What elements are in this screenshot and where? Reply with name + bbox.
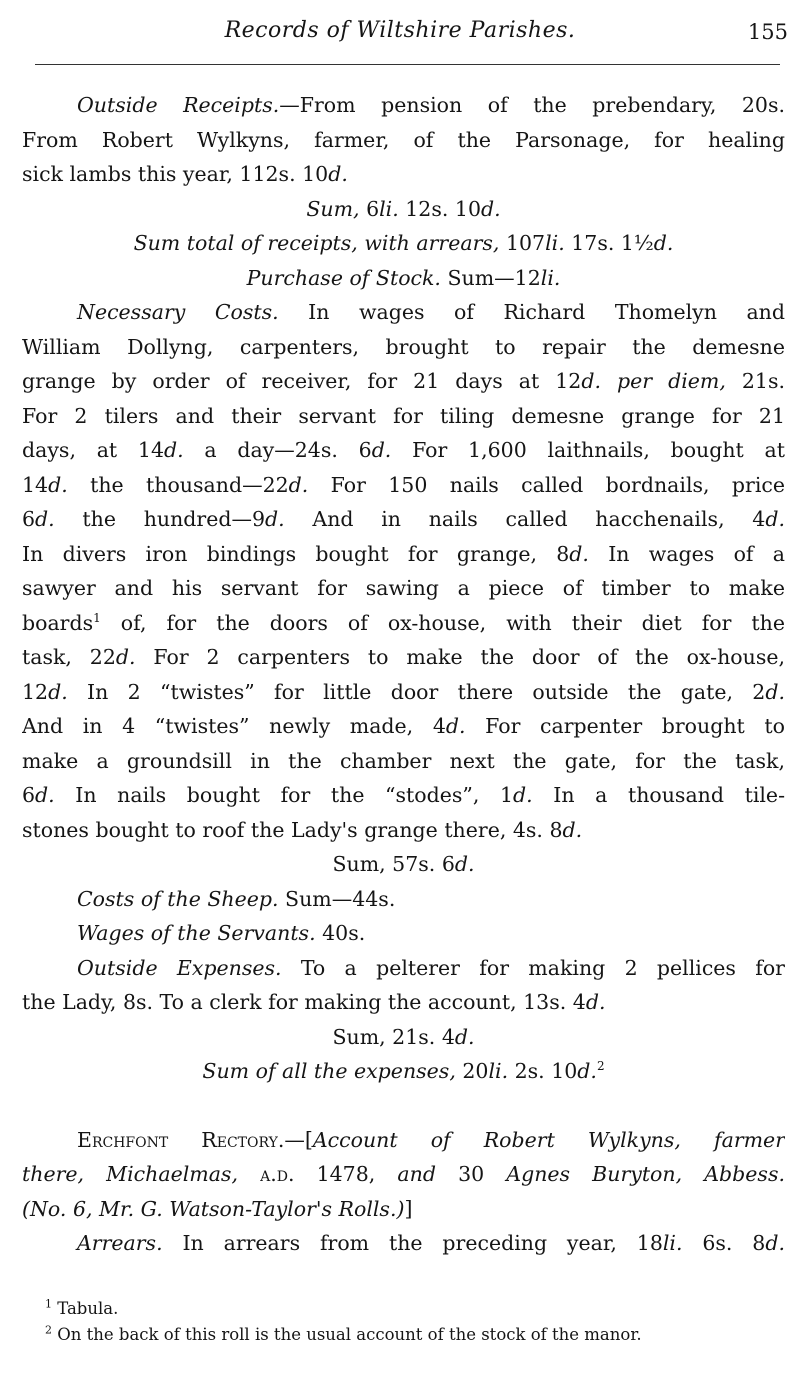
- text-segment: And in nails called hacchenails, 4: [284, 507, 766, 531]
- footnote-mark: 1: [45, 1297, 52, 1311]
- text-segment: Outside Receipts.: [77, 93, 280, 117]
- text-line: [22, 709, 785, 744]
- text-line: [22, 916, 785, 951]
- text-segment: li.: [540, 265, 561, 290]
- text-segment: li.: [379, 196, 399, 221]
- text-segment: 17s. 1½: [564, 231, 654, 255]
- text-segment: Sum, 57s. 6: [332, 852, 455, 876]
- text-segment: Sum—12: [440, 265, 541, 290]
- footnotes: [45, 1296, 642, 1348]
- text-line: [22, 744, 785, 779]
- text-segment: sawyer and his servant for sawing a piece of timber to make: [22, 576, 785, 600]
- text-line: [22, 1020, 785, 1055]
- text-line: [22, 502, 785, 537]
- footnote-mark: 2: [45, 1323, 52, 1337]
- text-line: [22, 1157, 785, 1192]
- text-line: [22, 1226, 785, 1261]
- text-segment: Agnes Buryton, Abbess.: [506, 1162, 785, 1186]
- text-segment: And in 4 “twistes” newly made, 4: [22, 714, 446, 738]
- text-segment: sick lambs this year, 112s. 10: [22, 162, 329, 186]
- footnote-text: On the back of this roll is the usual account of the stock of the manor.: [52, 1325, 642, 1344]
- text-segment: d.: [577, 1059, 597, 1083]
- text-segment: In nails bought for the “stodes”, 1: [54, 783, 514, 807]
- text-segment: Necessary Costs.: [77, 300, 279, 324]
- text-segment: 6s. 8: [682, 1231, 766, 1255]
- text-line: [22, 468, 785, 503]
- text-line: [22, 1054, 785, 1089]
- text-segment: d.: [115, 645, 136, 669]
- text-line: [22, 606, 785, 641]
- text-segment: 20: [455, 1059, 489, 1083]
- text-segment: li.: [662, 1231, 683, 1255]
- text-segment: li.: [488, 1059, 509, 1083]
- text-segment: d.: [569, 541, 589, 566]
- text-segment: d.: [328, 162, 348, 186]
- text-line: [22, 364, 785, 399]
- text-segment: —[: [284, 1127, 313, 1152]
- text-segment: Account of Robert Wylkyns, farmer: [312, 1127, 785, 1152]
- text-segment: boards: [22, 610, 94, 635]
- text-line: [22, 537, 785, 572]
- text-segment: In wages of a: [588, 541, 785, 566]
- text-segment: Erchfont Rectory.: [77, 1127, 285, 1152]
- text-segment: From Robert Wylkyns, farmer, of the Parsonage, for healing: [22, 127, 785, 152]
- text-line: [22, 226, 785, 261]
- text-segment: Purchase of Stock.: [246, 265, 441, 290]
- text-segment: For carpenter brought to: [465, 714, 785, 738]
- text-segment: 12: [22, 679, 49, 704]
- text-segment: d.: [765, 507, 785, 531]
- text-segment: For 150 nails called bordnails, price: [308, 472, 785, 497]
- text-segment: In a thousand tile-: [532, 783, 785, 807]
- text-segment: Sum total of receipts, with arrears,: [133, 231, 500, 255]
- text-line: [22, 261, 785, 296]
- text-segment: the Lady, 8s. To a clerk for making the account, 13s. 4: [22, 990, 586, 1014]
- text-segment: d. per diem,: [581, 369, 726, 393]
- header-rule: [35, 64, 780, 65]
- text-segment: (No. 6, Mr. G. Watson-Taylor's Rolls.): [22, 1196, 405, 1221]
- text-segment: Wages of the Servants.: [77, 921, 316, 945]
- text-segment: William Dollyng, carpenters, brought to repair the demesne: [22, 334, 785, 359]
- text-segment: 6: [22, 507, 36, 531]
- text-line: [22, 88, 785, 123]
- text-segment: Sum, 21s. 4: [332, 1024, 455, 1049]
- text-segment: of, for the doors of ox-house, with their diet for the: [100, 610, 785, 635]
- text-segment: In divers iron bindings bought for grange, 8: [22, 541, 570, 566]
- text-segment: 6: [22, 783, 36, 807]
- text-segment: For 2 tilers and their servant for tiling demesne grange for 21: [22, 403, 785, 428]
- text-segment: d.: [513, 783, 533, 807]
- text-segment: li.: [545, 231, 565, 255]
- text-segment: d.: [454, 1024, 475, 1049]
- text-segment: d.: [454, 852, 475, 876]
- text-segment: d.: [265, 507, 285, 531]
- text-segment: task, 22: [22, 645, 116, 669]
- text-line: [22, 675, 785, 710]
- text-segment: there, Michaelmas,: [22, 1162, 238, 1186]
- text-line: [22, 1123, 785, 1158]
- body-text: [22, 88, 785, 1261]
- text-line: [22, 847, 785, 882]
- text-segment: d.: [48, 472, 68, 497]
- text-segment: In arrears from the preceding year, 18: [162, 1231, 663, 1255]
- text-line: [22, 813, 785, 848]
- text-segment: d.: [288, 472, 309, 497]
- text-segment: d.: [35, 507, 55, 531]
- text-segment: days, at 14: [22, 438, 164, 462]
- text-segment: To a pelterer for making 2 pellices for: [281, 955, 785, 980]
- text-line: [22, 192, 785, 227]
- footnote-reference: 1: [93, 610, 101, 625]
- footnote-text: Tabula.: [52, 1299, 119, 1318]
- text-line: [22, 985, 785, 1020]
- text-segment: the thousand—22: [67, 472, 289, 497]
- text-segment: Arrears.: [77, 1231, 163, 1255]
- text-line: [22, 157, 785, 192]
- text-segment: d.: [445, 714, 466, 738]
- text-segment: 6: [359, 196, 380, 221]
- text-line: [22, 778, 785, 813]
- text-line: [22, 399, 785, 434]
- text-segment: 1478,: [294, 1162, 398, 1186]
- text-segment: 14: [22, 472, 49, 497]
- text-segment: 107: [499, 231, 546, 255]
- text-segment: d.: [653, 231, 674, 255]
- text-segment: a day—24s. 6: [183, 438, 372, 462]
- text-segment: grange by order of receiver, for 21 days at 12: [22, 369, 582, 393]
- text-segment: For 1,600 laithnails, bought at: [391, 438, 785, 462]
- text-segment: Sum of all the expenses,: [202, 1059, 456, 1083]
- text-segment: [238, 1162, 260, 1186]
- text-segment: 21s.: [725, 369, 785, 393]
- text-segment: d.: [48, 679, 68, 704]
- text-line: [22, 330, 785, 365]
- text-line: [22, 640, 785, 675]
- text-line: [22, 433, 785, 468]
- text-segment: d.: [481, 196, 501, 221]
- text-segment: d.: [765, 679, 785, 704]
- text-segment: ]: [404, 1196, 413, 1221]
- text-line: [22, 295, 785, 330]
- text-segment: stones bought to roof the Lady's grange there, 4s. 8: [22, 817, 563, 842]
- text-segment: 12s. 10: [398, 196, 481, 221]
- text-line: [22, 951, 785, 986]
- text-segment: d.: [585, 990, 606, 1014]
- text-segment: d.: [35, 783, 55, 807]
- text-segment: Outside Expenses.: [77, 955, 282, 980]
- text-segment: 40s.: [315, 921, 366, 945]
- text-segment: In 2 “twistes” for little door there outside the gate, 2: [67, 679, 766, 704]
- text-segment: make a groundsill in the chamber next the gate, for the task,: [22, 748, 785, 773]
- text-segment: and: [397, 1162, 436, 1186]
- text-segment: d.: [371, 438, 392, 462]
- footnote: [45, 1322, 642, 1348]
- page-number: 155: [747, 20, 788, 44]
- text-line: [22, 1192, 785, 1227]
- footnote: [45, 1296, 642, 1322]
- text-segment: d.: [765, 1231, 785, 1255]
- text-segment: Sum,: [306, 196, 360, 221]
- text-segment: d.: [562, 817, 583, 842]
- text-segment: d.: [164, 438, 184, 462]
- text-segment: Costs of the Sheep.: [77, 886, 279, 911]
- text-segment: In wages of Richard Thomelyn and: [278, 300, 785, 324]
- text-segment: Sum—44s.: [278, 886, 396, 911]
- text-segment: —From pension of the prebendary, 20s.: [279, 93, 785, 117]
- text-line: [22, 123, 785, 158]
- text-line: [22, 571, 785, 606]
- running-header-title: Records of Wiltshire Parishes.: [224, 18, 576, 43]
- footnote-reference: 2: [596, 1059, 605, 1074]
- text-segment: 30: [435, 1162, 507, 1186]
- text-segment: 2s. 10: [508, 1059, 578, 1083]
- text-segment: the hundred—9: [54, 507, 266, 531]
- text-segment: a.d.: [260, 1162, 295, 1186]
- text-line: [22, 882, 785, 917]
- text-segment: For 2 carpenters to make the door of the ox-house,: [135, 645, 785, 669]
